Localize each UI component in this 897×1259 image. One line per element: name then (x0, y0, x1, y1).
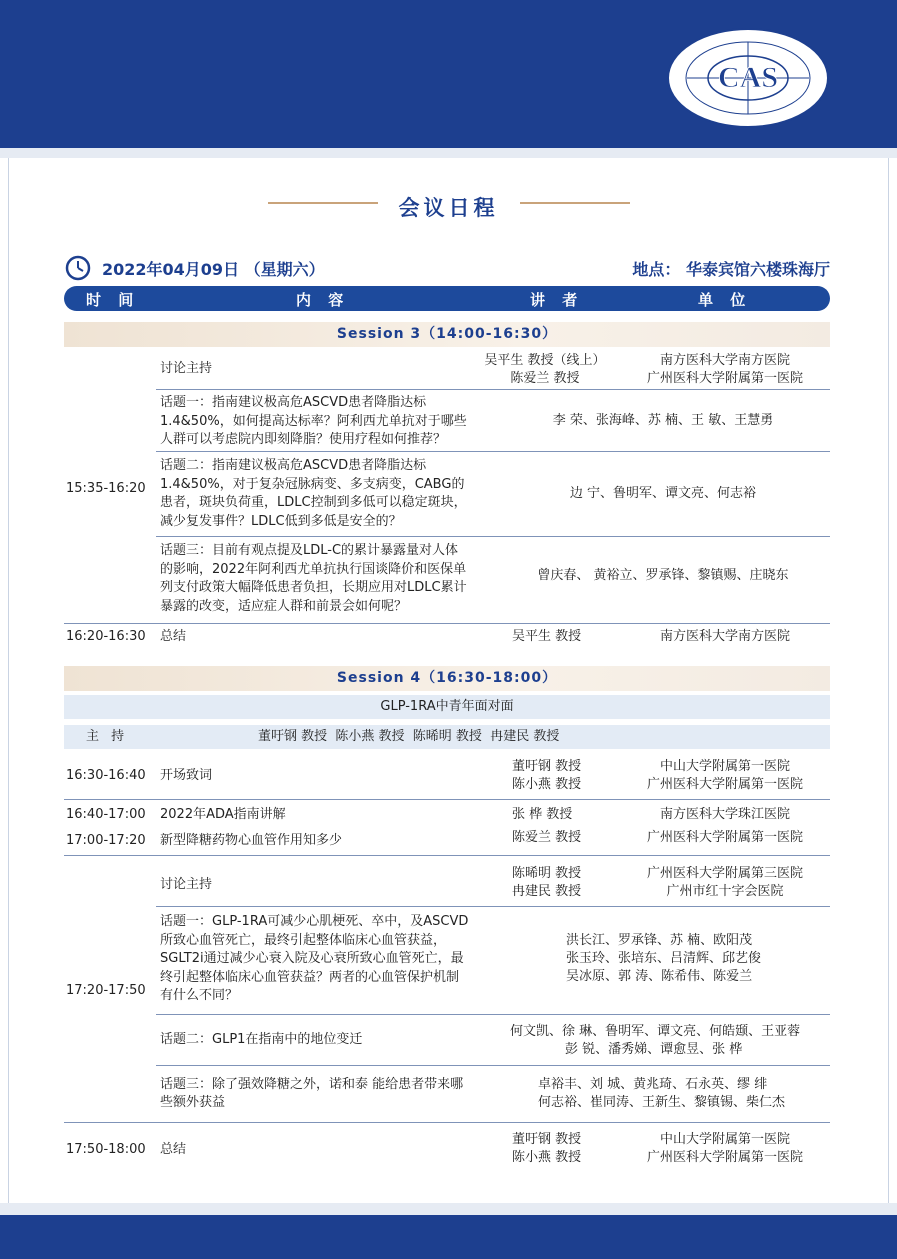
s4-ada-label: 2022年ADA指南讲解 (160, 807, 286, 822)
cas-logo (667, 28, 829, 128)
divider (156, 389, 830, 390)
s4-ada-time: 16:40-17:00 (66, 807, 146, 822)
divider (156, 536, 830, 537)
s4-hosts: 董吁钢 教授 陈小燕 教授 陈晞明 教授 冉建民 教授 (258, 729, 560, 744)
s4-end-units: 中山大学附属第一医院 广州医科大学附属第一医院 (646, 1132, 803, 1165)
s4-host2-label: 讨论主持 (160, 877, 213, 892)
s4-topic1: 话题一：GLP-1RA可减少心肌梗死、卒中，及ASCVD 所致心血管死亡，最终引起整体临床心血管获益， SGLT2i通过减少心衰入院及心衰所致心血管死亡，最 终引起整体临床心血管获益？两者的心血管保护机制 有什么不同？ (160, 914, 469, 1003)
s3-topic1-speakers: 李 荣、张海峰、苏 楠、王 敏、王慧勇 (552, 413, 774, 428)
header-time: 时 间 (86, 291, 140, 309)
session4-subtitle: GLP-1RA中青年面对面 (380, 699, 514, 714)
meeting-venue: 地点： 华泰宾馆六楼珠海厅 (632, 260, 830, 279)
s4-cv-label: 新型降糖药物心血管作用知多少 (160, 833, 343, 848)
divider (156, 451, 830, 452)
s3-topic2-speakers: 边 宁、鲁明军、谭文亮、何志裕 (569, 486, 757, 501)
meeting-date: 2022年04月09日 （星期六） (102, 260, 325, 279)
s4-cv-time: 17:00-17:20 (66, 833, 146, 848)
s4-ada-unit: 南方医科大学珠江医院 (659, 807, 790, 822)
table-header (64, 286, 830, 311)
header-speaker: 讲 者 (530, 291, 584, 309)
session4-title: Session 4（16:30-18:00） (64, 666, 830, 691)
s4-end-label: 总结 (160, 1142, 187, 1157)
date-venue-line (64, 256, 830, 280)
s4-cv-speaker: 陈爱兰 教授 (512, 830, 582, 845)
s4-topic2: 话题二：GLP1在指南中的地位变迁 (160, 1032, 363, 1047)
divider (156, 906, 830, 907)
s4-host2-units: 广州医科大学附属第三医院 广州市红十字会医院 (646, 866, 803, 899)
s4-block-time: 17:20-17:50 (66, 983, 146, 998)
s3-summary-speaker: 吴平生 教授 (512, 629, 582, 644)
s4-topic2-speakers: 何文凯、徐 琳、鲁明军、谭文亮、何皓颋、王亚蓉 彭 锐、潘秀娣、谭愈昱、张 桦 (510, 1024, 801, 1057)
s3-summary-unit: 南方医科大学南方医院 (659, 629, 790, 644)
s3-host-speakers: 吴平生 教授（线上） 陈爱兰 教授 (484, 353, 606, 386)
divider (64, 1122, 830, 1123)
s4-host2-speakers: 陈晞明 教授 冉建民 教授 (512, 866, 582, 899)
s4-topic3: 话题三：除了强效降糖之外，诺和泰 能给患者带来哪 些额外获益 (160, 1077, 464, 1110)
session4-subtitle-bar (64, 695, 830, 719)
page-title: 会议日程 (398, 196, 499, 220)
s4-ada-speaker: 张 桦 教授 (512, 807, 573, 822)
s4-open-time: 16:30-16:40 (66, 768, 146, 783)
s4-topic3-speakers: 卓裕丰、刘 城、黄兆琦、石永英、缪 绯 何志裕、崔同涛、王新生、黎镇锡、柴仁杰 (538, 1077, 786, 1110)
logo-text: CAS (717, 61, 779, 94)
s3-summary-label: 总结 (160, 629, 187, 644)
divider (64, 623, 830, 624)
session4-hosts-bar (64, 725, 830, 749)
s3-summary-time: 16:20-16:30 (66, 629, 146, 644)
clock-icon (64, 254, 92, 282)
s3-topic3: 话题三：目前有观点提及LDL-C的累计暴露量对人体 的影响，2022年阿利西尤单抗执行国谈降价和医保单 列支付政策大幅降低患者负担，长期应用对LDLC累计 暴露的改变，适应症人群和前景会如何呢？ (160, 543, 467, 614)
header-unit: 单 位 (698, 291, 752, 309)
session3-title: Session 3（14:00-16:30） (64, 322, 830, 347)
s4-open-units: 中山大学附属第一医院 广州医科大学附属第一医院 (646, 759, 803, 792)
s4-open-label: 开场致词 (160, 768, 213, 783)
right-border-line (888, 158, 889, 1203)
session3-block-time: 15:35-16:20 (66, 481, 146, 496)
s4-cv-unit: 广州医科大学附属第一医院 (646, 830, 803, 845)
s3-host-units: 南方医科大学南方医院 广州医科大学附属第一医院 (646, 353, 803, 386)
divider (156, 1014, 830, 1015)
s3-topic2: 话题二：指南建议极高危ASCVD患者降脂达标 1.4&50%，对于复杂冠脉病变、多支病变，CABG的 患者，斑块负荷重，LDLC控制到多低可以稳定斑块， 减少复发事件？LDLC低到多低是安全的？ (160, 458, 467, 529)
s4-open-speakers: 董吁钢 教授 陈小燕 教授 (512, 759, 582, 792)
divider (64, 855, 830, 856)
bottom-banner (0, 1215, 897, 1259)
title-area (0, 188, 897, 224)
s4-end-time: 17:50-18:00 (66, 1142, 146, 1157)
divider (64, 799, 830, 800)
s4-host-label: 主 持 (86, 729, 129, 744)
divider (156, 1065, 830, 1066)
header-content: 内 容 (296, 291, 350, 309)
s4-end-speakers: 董吁钢 教授 陈小燕 教授 (512, 1132, 582, 1165)
left-border-line (8, 158, 9, 1203)
s3-topic1: 话题一：指南建议极高危ASCVD患者降脂达标 1.4&50%，如何提高达标率？阿利西尤单抗对于哪些 人群可以考虑院内即刻降脂？使用疗程如何推荐？ (160, 395, 467, 447)
s4-topic1-speakers: 洪长江、罗承锋、苏 楠、欧阳茂 张玉玲、张培东、吕清辉、邱艺俊 吴冰原、郭 涛、陈希伟、陈爱兰 (566, 933, 762, 984)
s3-topic3-speakers: 曾庆春、 黄裕立、罗承锋、黎镇赐、庄晓东 (537, 568, 789, 583)
s3-host-label: 讨论主持 (160, 361, 213, 376)
